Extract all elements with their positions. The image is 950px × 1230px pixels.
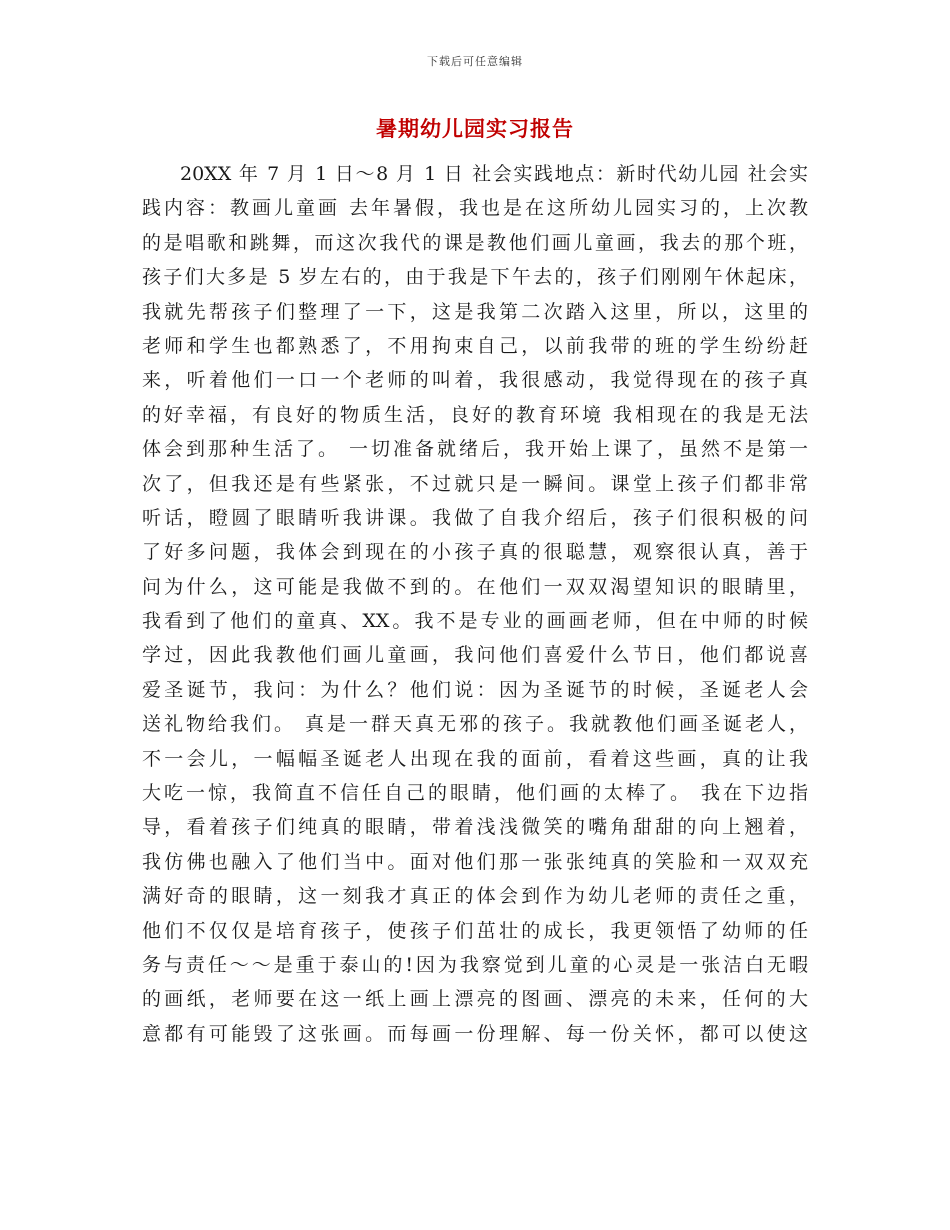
body-line: 了好多问题，我体会到现在的小孩子真的很聪慧，观察很认真，善于 xyxy=(142,541,808,564)
body-line: 来，听着他们一口一个老师的叫着，我很感动，我觉得现在的孩子真 xyxy=(142,369,808,392)
body-line: 的好幸福，有良好的物质生活，良好的教育环境 我相现在的我是无法 xyxy=(142,403,808,426)
body-line: 导，看着孩子们纯真的眼睛，带着浅浅微笑的嘴角甜甜的向上翘着， xyxy=(142,816,808,839)
body-line: 孩子们大多是 5 岁左右的，由于我是下午去的，孩子们刚刚午休起床， xyxy=(142,266,808,289)
body-line: 意都有可能毁了这张画。而每画一份理解、每一份关怀，都可以使这 xyxy=(142,1022,808,1045)
body-line: 大吃一惊，我简直不信任自己的眼睛，他们画的太棒了。 我在下边指 xyxy=(142,782,808,805)
document-title: 暑期幼儿园实习报告 xyxy=(376,117,574,141)
body-line: 老师和学生也都熟悉了，不用拘束自己，以前我带的班的学生纷纷赶 xyxy=(142,334,808,357)
body-line: 听话，瞪圆了眼睛听我讲课。我做了自我介绍后，孩子们很积极的问 xyxy=(142,506,808,529)
body-line: 我仿佛也融入了他们当中。面对他们那一张张纯真的笑脸和一双双充 xyxy=(142,850,808,873)
body-line: 务与责任～～是重于泰山的!因为我察觉到儿童的心灵是一张洁白无暇 xyxy=(142,953,808,976)
body-line: 20XX 年 7 月 1 日～8 月 1 日 社会实践地点：新时代幼儿园 社会实 xyxy=(180,163,808,185)
body-line: 爱圣诞节，我问：为什么？他们说：因为圣诞节的时候，圣诞老人会 xyxy=(142,678,808,701)
body-line: 的是唱歌和跳舞，而这次我代的课是教他们画儿童画，我去的那个班， xyxy=(142,231,808,254)
body-line: 体会到那种生活了。 一切准备就绪后，我开始上课了，虽然不是第一 xyxy=(142,438,808,461)
body-line: 的画纸，老师要在这一纸上画上漂亮的图画、漂亮的未来，任何的大 xyxy=(142,988,808,1011)
body-line: 问为什么，这可能是我做不到的。在他们一双双渴望知识的眼睛里， xyxy=(142,575,808,598)
body-line: 不一会儿，一幅幅圣诞老人出现在我的面前，看着这些画，真的让我 xyxy=(142,747,808,770)
document-body xyxy=(142,157,808,1051)
body-line: 我看到了他们的童真、XX。我不是专业的画画老师，但在中师的时候 xyxy=(142,610,808,633)
body-line: 践内容：教画儿童画 去年暑假，我也是在这所幼儿园实习的，上次教 xyxy=(142,197,808,220)
body-line: 次了，但我还是有些紧张，不过就只是一瞬间。课堂上孩子们都非常 xyxy=(142,472,808,495)
page-header: 下载后可任意编辑 xyxy=(427,55,523,68)
body-line: 他们不仅仅是培育孩子，使孩子们茁壮的成长，我更领悟了幼师的任 xyxy=(142,919,808,942)
body-line: 我就先帮孩子们整理了一下，这是我第二次踏入这里，所以，这里的 xyxy=(142,300,808,323)
body-line: 送礼物给我们。 真是一群天真无邪的孩子。我就教他们画圣诞老人， xyxy=(142,713,808,736)
body-line: 学过，因此我教他们画儿童画，我问他们喜爱什么节日，他们都说喜 xyxy=(142,644,808,667)
body-line: 满好奇的眼睛，这一刻我才真正的体会到作为幼儿老师的责任之重， xyxy=(142,885,808,908)
